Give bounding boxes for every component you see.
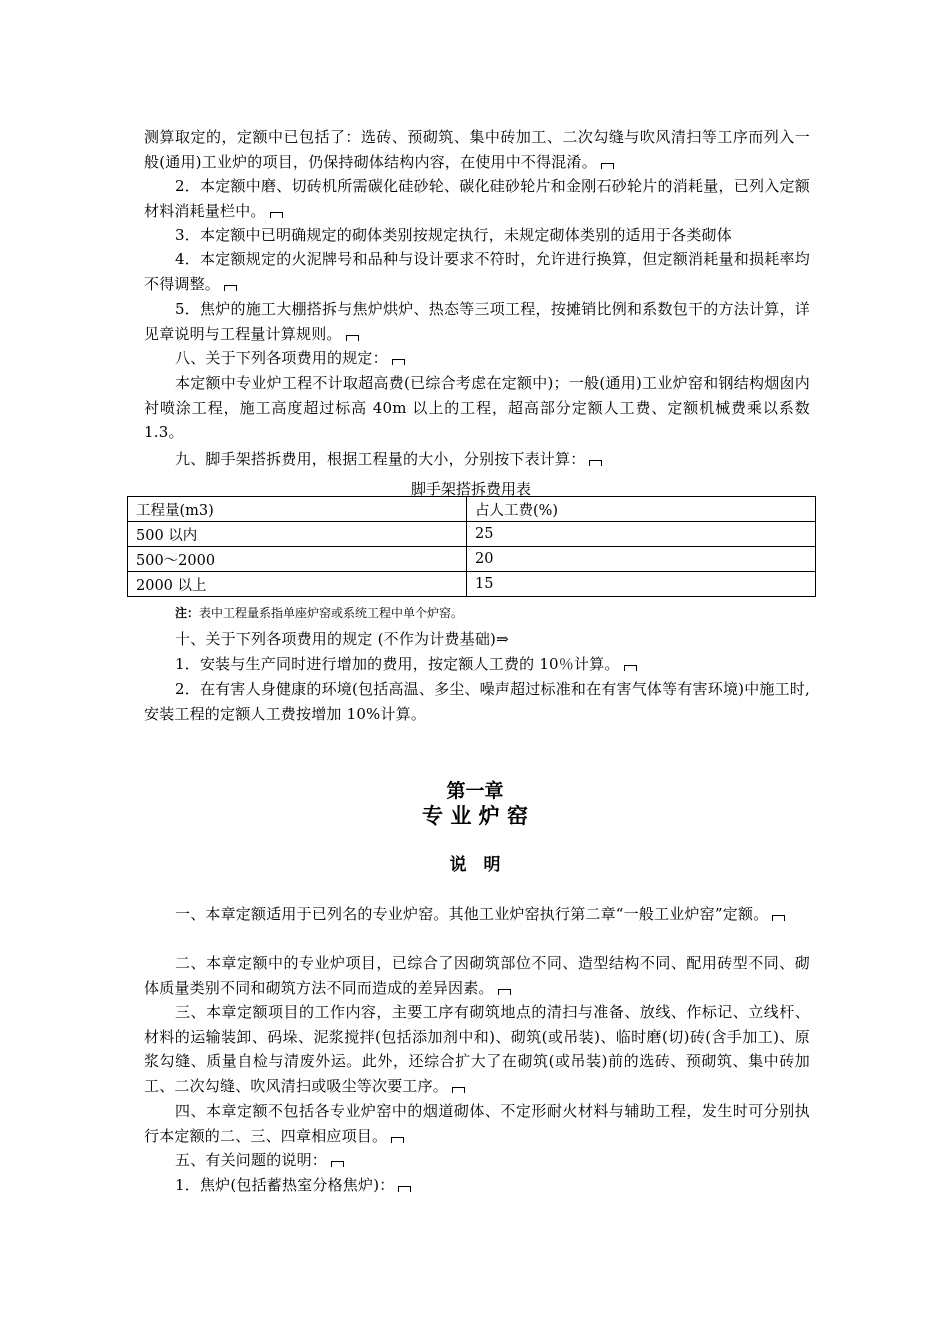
paragraph-intro-4: 4．本定额规定的火泥牌号和品种与设计要求不符时，允许进行换算，但定额消耗量和损耗率均不得调整。: [144, 250, 810, 293]
paragraph-chapter-5: 五、有关问题的说明：: [144, 1148, 810, 1173]
paragraph-fee-2: 2．在有害人身健康的环境(包括高温、多尘、噪声超过标准和在有害气体等有害环境)中施工时,安装工程的定额人工费按增加 10%计算。: [144, 680, 810, 723]
heading-section-9: 九、脚手架搭拆费用，根据工程量的大小，分别按下表计算：: [144, 447, 810, 472]
table-row: [128, 572, 816, 597]
paragraph-mark-icon: [270, 212, 283, 218]
paragraph-mark-icon: [224, 285, 237, 291]
paragraph-mark-icon: [331, 1161, 344, 1167]
paragraph-mark-icon: [601, 163, 614, 169]
paragraph-chapter-4: 四、本章定额不包括各专业炉窑中的烟道砌体、不定形耐火材料与辅助工程，发生时可分别执行本定额的二、三、四章相应项目。: [144, 1102, 810, 1145]
table-cell: 20: [467, 547, 816, 572]
table-note-text: 表中工程量系指单座炉窑或系统工程中单个炉窑。: [199, 606, 464, 620]
paragraph-intro-2: 2．本定额中磨、切砖机所需碳化硅砂轮、碳化硅砂轮片和金刚石砂轮片的消耗量，已列入定额材料消耗量栏中。: [144, 177, 810, 220]
paragraph-fee-1: 1．安装与生产同时进行增加的费用，按定额人工费的 10％计算。: [144, 652, 810, 677]
table-header-cell: 工程量(m3): [128, 497, 467, 522]
heading-section-10: 十、关于下列各项费用的规定 (不作为计费基础)⇒: [175, 630, 509, 648]
paragraph-mark-icon: [772, 915, 785, 921]
heading-section-8: 八、关于下列各项费用的规定：: [144, 346, 810, 371]
table-cell: 2000 以上: [128, 572, 467, 597]
chapter-number: 第一章: [446, 780, 504, 802]
table-row: [128, 547, 816, 572]
table-row: [128, 522, 816, 547]
scaffold-fee-table: [127, 496, 816, 597]
paragraph-intro-1: 测算取定的，定额中已包括了：选砖、预砌筑、集中砖加工、二次勾缝与吹风清扫等工序而列入一般(通用)工业炉的项目，仍保持砌体结构内容，在使用中不得混淆。: [144, 128, 810, 171]
paragraph-mark-icon: [392, 359, 405, 365]
paragraph-mark-icon: [498, 989, 511, 995]
paragraph-chapter-3: 三、本章定额项目的工作内容，主要工序有砌筑地点的清扫与准备、放线、作标记、立线杆、材料的运输装卸、码垛、泥浆搅拌(包括添加剂中和)、砌筑(或吊装)、临时磨(切)砖(含手加工)、原浆勾缝、质量自检与清废外运。此外，还综合扩大了在砌筑(或吊装)前的选砖、预砌筑、集中砖加工、二次勾缝、吹风清扫或吸尘等次要工序。: [144, 1003, 810, 1095]
table-header-cell: 占人工费(%): [467, 497, 816, 522]
paragraph-mark-icon: [624, 665, 637, 671]
table-note: [175, 604, 463, 621]
table-cell: 25: [467, 522, 816, 547]
paragraph-intro-3: 3．本定额中已明确规定的砌体类别按规定执行，未规定砌体类别的适用于各类砌体: [175, 226, 732, 244]
paragraph-mark-icon: [398, 1186, 411, 1192]
paragraph-chapter-2: 二、本章定额中的专业炉项目，已综合了因砌筑部位不同、造型结构不同、配用砖型不同、砌体质量类别不同和砌筑方法不同而造成的差异因素。: [144, 954, 810, 997]
paragraph-mark-icon: [346, 335, 359, 341]
table-cell: 500 以内: [128, 522, 467, 547]
paragraph-chapter-6: 1．焦炉(包括蓄热室分格焦炉)：: [144, 1173, 810, 1198]
table-header-row: [128, 497, 816, 522]
table-caption: 脚手架搭拆费用表: [410, 480, 531, 498]
paragraph-chapter-1: 一、本章定额适用于已列名的专业炉窑。其他工业炉窑执行第二章“一般工业炉窑”定额。: [144, 902, 810, 927]
paragraph-mark-icon: [391, 1137, 404, 1143]
paragraph-section-8-body: 本定额中专业炉工程不计取超高费(已综合考虑在定额中)；一般(通用)工业炉窑和钢结构烟囱内衬喷涂工程，施工高度超过标高 40m 以上的工程，超高部分定额人工费、定额机械费乘以系数 1.3。: [144, 374, 810, 441]
table-cell: 15: [467, 572, 816, 597]
chapter-title: 专 业 炉 窑: [422, 804, 528, 828]
table-cell: 500～2000: [128, 547, 467, 572]
paragraph-mark-icon: [452, 1087, 465, 1093]
table-note-label: 注：: [175, 606, 200, 620]
paragraph-mark-icon: [589, 460, 602, 466]
section-title: 说 明: [449, 855, 501, 875]
paragraph-intro-5: 5．焦炉的施工大棚搭拆与焦炉烘炉、热态等三项工程，按摊销比例和系数包干的方法计算，详见章说明与工程量计算规则。: [144, 300, 810, 343]
